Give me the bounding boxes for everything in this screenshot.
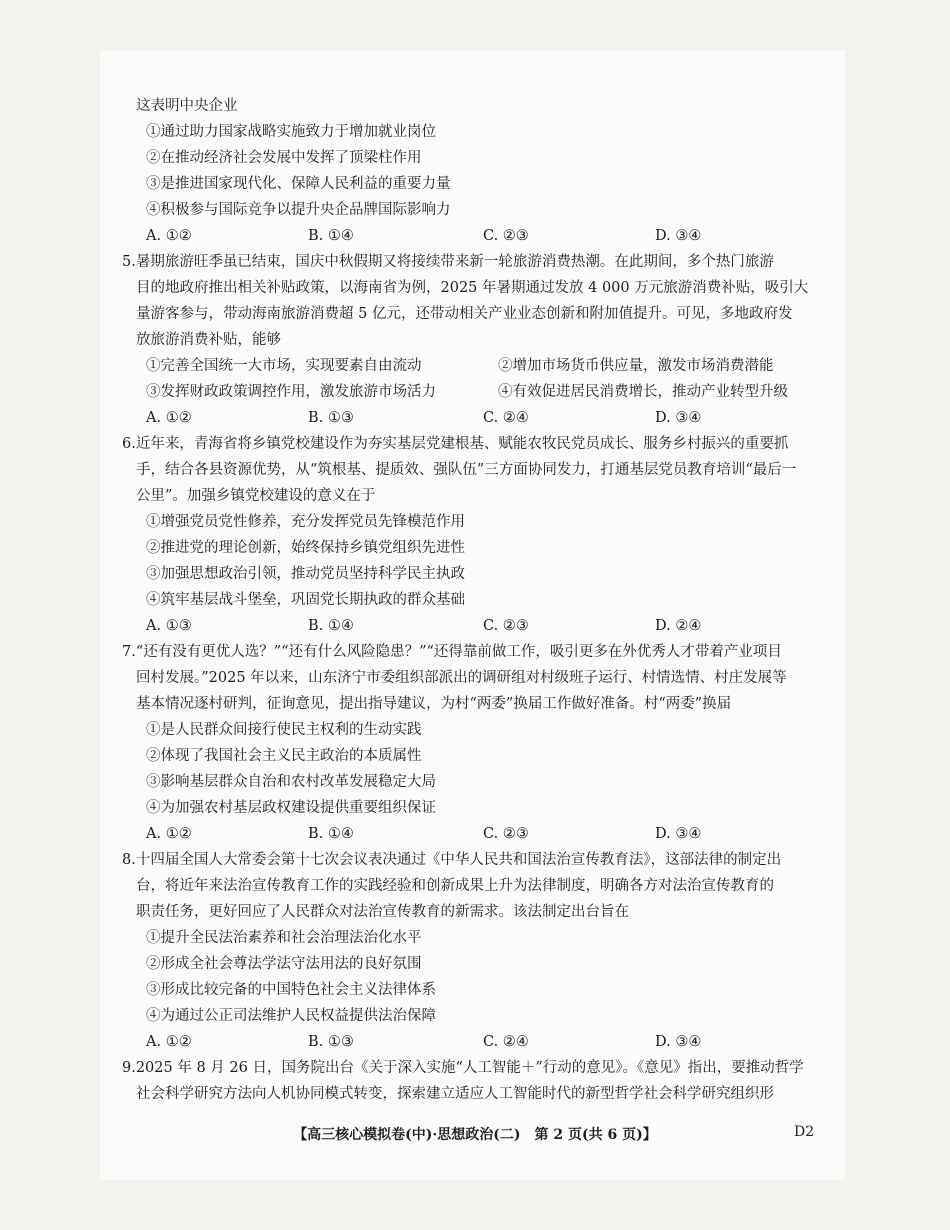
option-3: ③影响基层群众自治和农村改革发展稳定大局 bbox=[146, 774, 436, 790]
choice-a[interactable]: A. ①② bbox=[146, 1034, 192, 1050]
choice-c[interactable]: C. ②③ bbox=[483, 228, 529, 244]
question-stem-line: 量游客参与，带动海南旅游消费超 5 亿元，还带动相关产业业态创新和附加值提升。可见，多地政府发 bbox=[136, 306, 793, 322]
choice-d[interactable]: D. ③④ bbox=[655, 1034, 702, 1050]
question-stem-line: 7.“还有没有更优人选？”“还有什么风险隐患？”“还得靠前做工作，吸引更多在外优秀人才带着产业项目 bbox=[122, 644, 782, 660]
answer-choices bbox=[122, 613, 822, 639]
option-4: ④为加强农村基层政权建设提供重要组织保证 bbox=[146, 800, 436, 816]
paper-code: D2 bbox=[794, 1124, 815, 1140]
option-1: ①是人民群众间接行使民主权利的生动实践 bbox=[146, 722, 422, 738]
question-stem-line: 回村发展。”2025 年以来，山东济宁市委组织部派出的调研组对村级班子运行、村情选情、村庄发展等 bbox=[136, 670, 787, 686]
question-stem-line: 基本情况逐村研判，征询意见，提出指导建议，为村“两委”换届工作做好准备。村“两委”换届 bbox=[136, 696, 732, 712]
choice-c[interactable]: C. ②③ bbox=[483, 618, 529, 634]
answer-choices bbox=[122, 821, 822, 847]
question-stem-line: 放旅游消费补贴，能够 bbox=[136, 332, 281, 348]
choice-b[interactable]: B. ①③ bbox=[308, 1034, 354, 1050]
choice-b[interactable]: B. ①③ bbox=[308, 410, 354, 426]
choice-a[interactable]: A. ①② bbox=[146, 228, 192, 244]
option-2: ②形成全社会尊法学法守法用法的良好氛围 bbox=[146, 956, 422, 972]
question-8 bbox=[122, 847, 822, 1055]
choice-a[interactable]: A. ①③ bbox=[146, 618, 192, 634]
page-footer: 【高三核心模拟卷(中)·思想政治(二) 第 2 页(共 6 页)】 bbox=[293, 1127, 657, 1143]
question-stem-line: 6.近年来，青海省将乡镇党校建设作为夯实基层党建根基、赋能农牧民党员成长、服务乡村振兴的重要抓 bbox=[122, 436, 789, 452]
option-4: ④积极参与国际竞争以提升央企品牌国际影响力 bbox=[146, 202, 451, 218]
question-stem-line: 职责任务，更好回应了人民群众对法治宣传教育的新需求。该法制定出台旨在 bbox=[136, 904, 629, 920]
choice-b[interactable]: B. ①④ bbox=[308, 228, 354, 244]
question-stem-line: 社会科学研究方法向人机协同模式转变，探索建立适应人工智能时代的新型哲学社会科学研究组织形 bbox=[136, 1086, 774, 1102]
option-row bbox=[122, 379, 822, 405]
option-4: ④筑牢基层战斗堡垒，巩固党长期执政的群众基础 bbox=[146, 592, 465, 608]
question-stem-line: 9.2025 年 8 月 26 日，国务院出台《关于深入实施“人工智能＋”行动的意见》。《意见》指出，要推动哲学 bbox=[122, 1060, 804, 1076]
question-stem-line: 5.暑期旅游旺季虽已结束，国庆中秋假期又将接续带来新一轮旅游消费热潮。在此期间，多个热门旅游 bbox=[122, 254, 774, 270]
option-4: ④为通过公正司法维护人民权益提供法治保障 bbox=[146, 1008, 436, 1024]
choice-b[interactable]: B. ①④ bbox=[308, 618, 354, 634]
option-1: ①完善全国统一大市场，实现要素自由流动 bbox=[146, 358, 422, 374]
question-stem: 这表明中央企业 bbox=[136, 98, 238, 114]
option-4: ④有效促进居民消费增长，推动产业转型升级 bbox=[498, 384, 788, 400]
choice-d[interactable]: D. ③④ bbox=[655, 410, 702, 426]
question-stem-line: 手，结合各县资源优势，从“筑根基、提质效、强队伍”三方面协同发力，打通基层党员教育培训“最后一 bbox=[136, 462, 797, 478]
choice-d[interactable]: D. ②④ bbox=[655, 618, 702, 634]
choice-c[interactable]: C. ②④ bbox=[483, 1034, 529, 1050]
question-9 bbox=[122, 1055, 822, 1107]
choice-c[interactable]: C. ②④ bbox=[483, 410, 529, 426]
question-stem-line: 8.十四届全国人大常委会第十七次会议表决通过《中华人民共和国法治宣传教育法》，这部法律的制定出 bbox=[122, 852, 782, 868]
option-2: ②在推动经济社会发展中发挥了顶梁柱作用 bbox=[146, 150, 422, 166]
option-3: ③是推进国家现代化、保障人民利益的重要力量 bbox=[146, 176, 451, 192]
choice-d[interactable]: D. ③④ bbox=[655, 228, 702, 244]
choice-a[interactable]: A. ①② bbox=[146, 826, 192, 842]
question-4-tail bbox=[122, 93, 822, 249]
question-stem-line: 目的地政府推出相关补贴政策，以海南省为例，2025 年暑期通过发放 4 000 万元旅游消费补贴，吸引大 bbox=[136, 280, 809, 296]
answer-choices bbox=[122, 405, 822, 431]
option-1: ①增强党员党性修养，充分发挥党员先锋模范作用 bbox=[146, 514, 465, 530]
choice-c[interactable]: C. ②③ bbox=[483, 826, 529, 842]
question-7 bbox=[122, 639, 822, 847]
answer-choices bbox=[122, 223, 822, 249]
exam-content bbox=[122, 93, 822, 1107]
option-3: ③发挥财政政策调控作用，激发旅游市场活力 bbox=[146, 384, 436, 400]
question-6 bbox=[122, 431, 822, 639]
option-2: ②体现了我国社会主义民主政治的本质属性 bbox=[146, 748, 422, 764]
option-1: ①提升全民法治素养和社会治理法治化水平 bbox=[146, 930, 422, 946]
option-3: ③形成比较完备的中国特色社会主义法律体系 bbox=[146, 982, 436, 998]
answer-choices bbox=[122, 1029, 822, 1055]
option-2: ②增加市场货币供应量，激发市场消费潜能 bbox=[498, 358, 774, 374]
option-3: ③加强思想政治引领，推动党员坚持科学民主执政 bbox=[146, 566, 465, 582]
option-2: ②推进党的理论创新，始终保持乡镇党组织先进性 bbox=[146, 540, 465, 556]
choice-b[interactable]: B. ①④ bbox=[308, 826, 354, 842]
question-stem-line: 台，将近年来法治宣传教育工作的实践经验和创新成果上升为法律制度，明确各方对法治宣传教育的 bbox=[136, 878, 774, 894]
choice-d[interactable]: D. ③④ bbox=[655, 826, 702, 842]
option-row bbox=[122, 353, 822, 379]
question-stem-line: 公里”。加强乡镇党校建设的意义在于 bbox=[136, 488, 376, 504]
option-1: ①通过助力国家战略实施致力于增加就业岗位 bbox=[146, 124, 436, 140]
question-5 bbox=[122, 249, 822, 431]
choice-a[interactable]: A. ①② bbox=[146, 410, 192, 426]
